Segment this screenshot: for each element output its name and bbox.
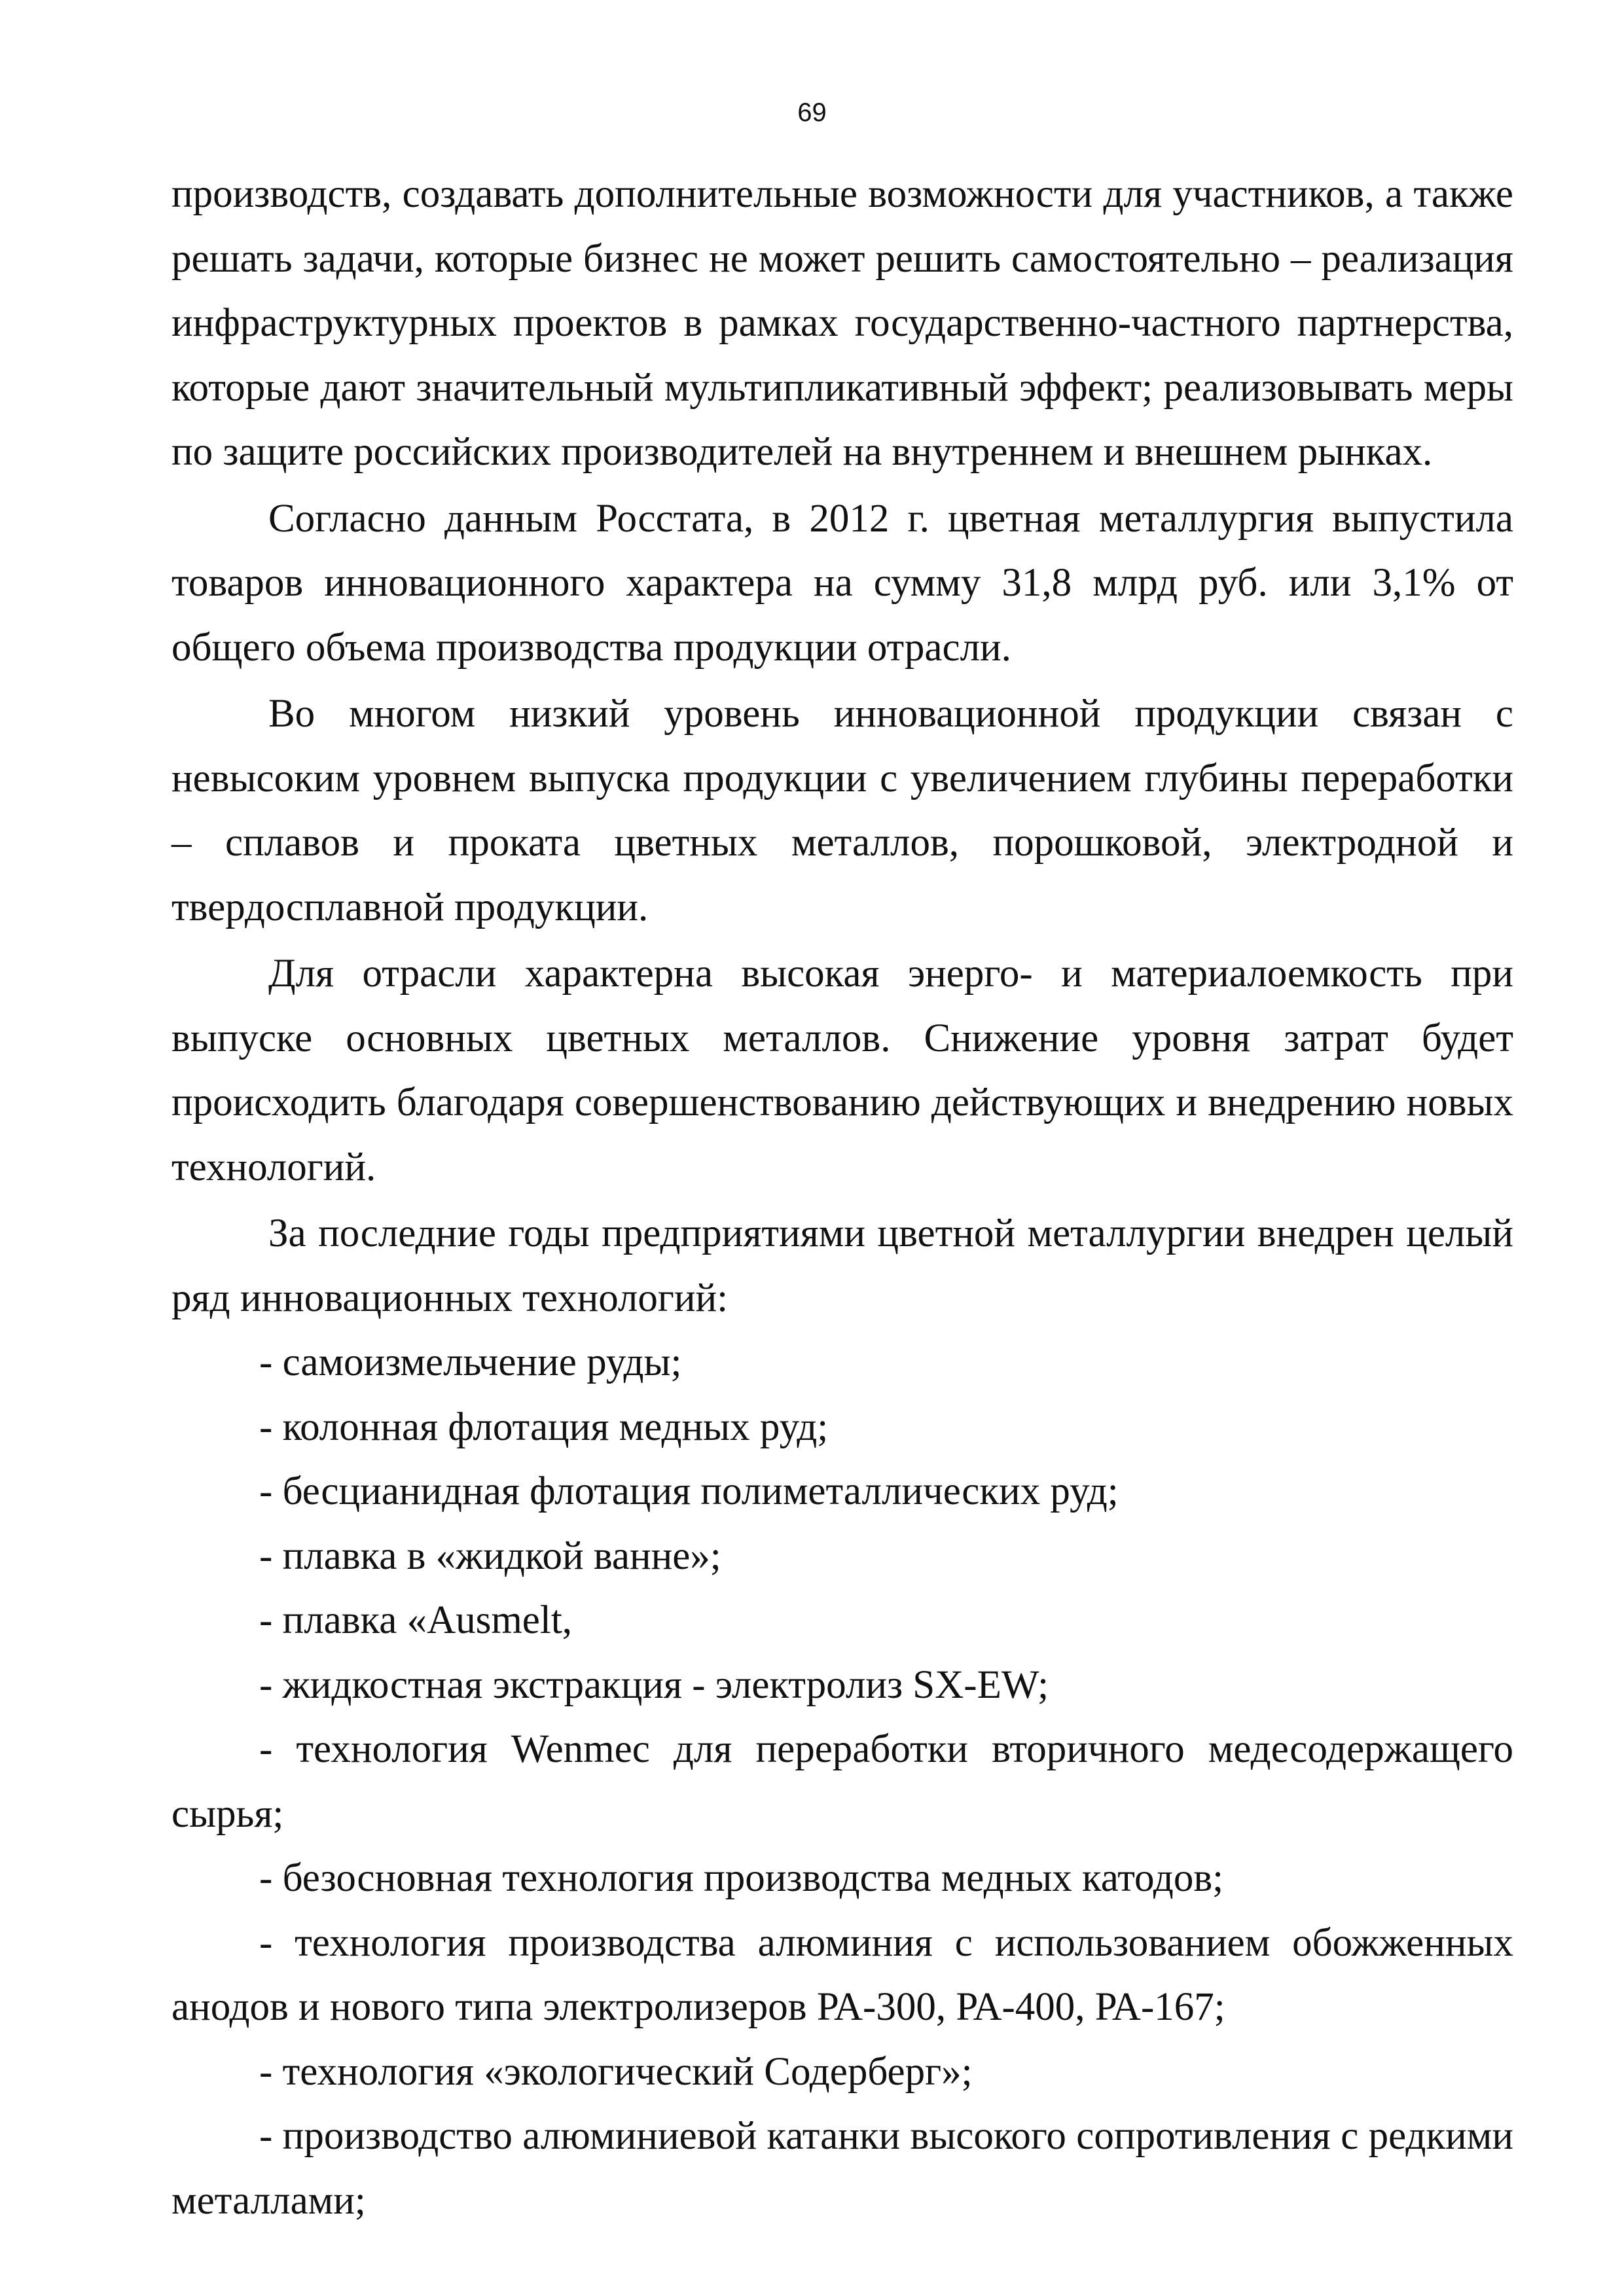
list-item: - самоизмельчение руды; — [259, 1340, 682, 1384]
paragraph-innovation-level: Во многом низкий уровень инновационной продукции связан с невысоким уровнем выпуска продукции с увеличением глубины переработки – сплавов и проката цветных металлов, порошковой, электродной и твердосплавной продукции. — [171, 692, 1513, 929]
paragraph-technologies-intro: За последние годы предприятиями цветной металлургии внедрен целый ряд инновационных технологий: — [171, 1211, 1513, 1320]
list-item: - жидкостная экстракция - электролиз SX-EW; — [259, 1662, 1049, 1707]
page-number: 69 — [797, 98, 827, 127]
list-item: - технология «экологический Содерберг»; — [259, 2049, 973, 2094]
list-item: - бесцианидная флотация полиметаллических руд; — [259, 1469, 1119, 1513]
page-body — [171, 162, 1513, 2233]
paragraph-rosstat: Согласно данным Росстата, в 2012 г. цветная металлургия выпустила товаров инновационного характера на сумму 31,8 млрд руб. или 3,1% от общего объема производства продукции отрасли. — [171, 496, 1513, 670]
list-item: - безосновная технология производства медных катодов; — [259, 1856, 1224, 1900]
list-item: - колонная флотация медных руд; — [259, 1405, 829, 1449]
list-item: - плавка в «жидкой ванне»; — [259, 1534, 721, 1578]
list-item: - плавка «Ausmelt, — [259, 1598, 573, 1642]
paragraph-continuation: производств, создавать дополнительные возможности для участников, а также решать задачи, которые бизнес не может решить самостоятельно – реализация инфраструктурных проектов в рамках государственно-частного партнерства, которые дают значительный мультипликативный эффект; реализовывать меры по защите российских производителей на внутреннем и внешнем рынках. — [171, 172, 1513, 474]
paragraph-energy-intensity: Для отрасли характерна высокая энерго- и материалоемкость при выпуске основных цветных металлов. Снижение уровня затрат будет происходить благодаря совершенствованию действующих и внедрению новых технологий. — [171, 952, 1513, 1189]
list-item: - технология Wenmec для переработки вторичного медесодержащего сырья; — [171, 1727, 1513, 1836]
list-item: - технология производства алюминия с использованием обожженных анодов и нового типа электролизеров РА-300, РА-400, РА-167; — [171, 1920, 1513, 2029]
list-item: - производство алюминиевой катанки высокого сопротивления с редкими металлами; — [171, 2114, 1513, 2223]
